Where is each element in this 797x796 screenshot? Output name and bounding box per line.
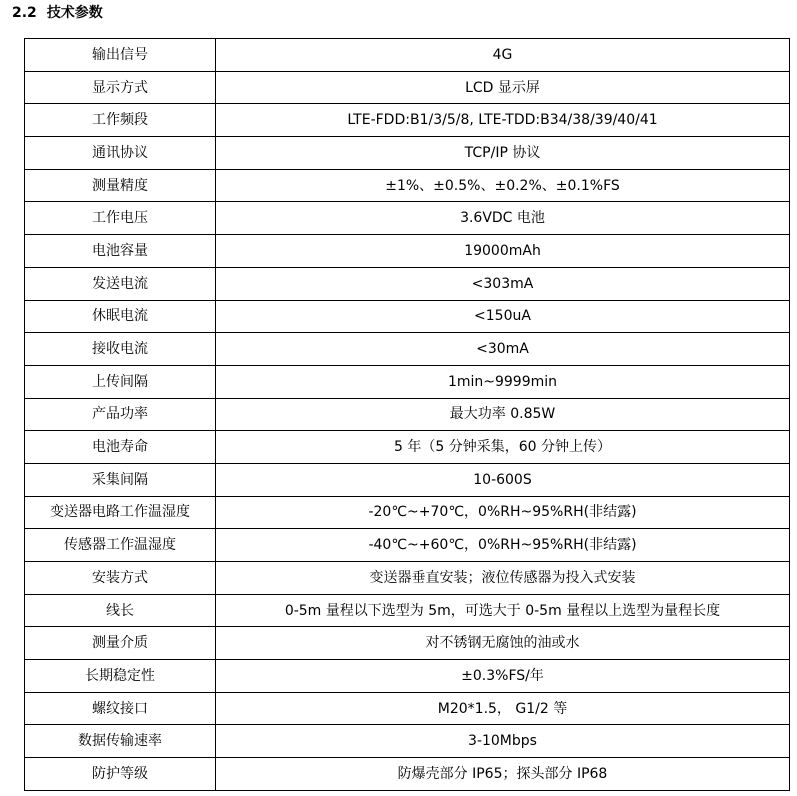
param-value: -20℃~+70℃，0%RH~95%RH(非结露) bbox=[216, 496, 790, 529]
param-label: 接收电流 bbox=[25, 333, 216, 366]
param-value: 10-600S bbox=[216, 463, 790, 496]
param-value: 4G bbox=[216, 39, 790, 72]
param-label: 电池容量 bbox=[25, 235, 216, 268]
param-value: TCP/IP 协议 bbox=[216, 137, 790, 170]
table-row bbox=[25, 333, 790, 366]
param-value: 防爆壳部分 IP65；探头部分 IP68 bbox=[216, 758, 790, 791]
param-value: ±0.3%FS/年 bbox=[216, 660, 790, 693]
table-row bbox=[25, 202, 790, 235]
param-label: 休眠电流 bbox=[25, 300, 216, 333]
param-label: 数据传输速率 bbox=[25, 725, 216, 758]
param-value: ±1%、±0.5%、±0.2%、±0.1%FS bbox=[216, 169, 790, 202]
param-value: LTE-FDD:B1/3/5/8, LTE-TDD:B34/38/39/40/41 bbox=[216, 104, 790, 137]
table-row bbox=[25, 365, 790, 398]
table-row bbox=[25, 300, 790, 333]
table-row bbox=[25, 463, 790, 496]
table-row bbox=[25, 104, 790, 137]
param-label: 产品功率 bbox=[25, 398, 216, 431]
table-row bbox=[25, 725, 790, 758]
param-label: 线长 bbox=[25, 594, 216, 627]
param-label: 传感器工作温湿度 bbox=[25, 529, 216, 562]
param-value: <150uA bbox=[216, 300, 790, 333]
table-row bbox=[25, 137, 790, 170]
spec-table-body bbox=[25, 39, 790, 791]
table-row bbox=[25, 594, 790, 627]
table-row bbox=[25, 660, 790, 693]
table-row bbox=[25, 758, 790, 791]
param-label: 安装方式 bbox=[25, 562, 216, 595]
param-label: 工作频段 bbox=[25, 104, 216, 137]
param-value: 3.6VDC 电池 bbox=[216, 202, 790, 235]
table-row bbox=[25, 267, 790, 300]
param-value: 3-10Mbps bbox=[216, 725, 790, 758]
param-value: <30mA bbox=[216, 333, 790, 366]
table-row bbox=[25, 71, 790, 104]
section-heading bbox=[12, 3, 103, 23]
table-row bbox=[25, 562, 790, 595]
param-label: 上传间隔 bbox=[25, 365, 216, 398]
param-label: 测量精度 bbox=[25, 169, 216, 202]
param-label: 显示方式 bbox=[25, 71, 216, 104]
table-row bbox=[25, 496, 790, 529]
param-value: M20*1.5， G1/2 等 bbox=[216, 692, 790, 725]
section-number: 2.2 bbox=[12, 5, 37, 21]
param-value: 最大功率 0.85W bbox=[216, 398, 790, 431]
param-label: 发送电流 bbox=[25, 267, 216, 300]
param-label: 防护等级 bbox=[25, 758, 216, 791]
param-label: 测量介质 bbox=[25, 627, 216, 660]
table-row bbox=[25, 431, 790, 464]
table-row bbox=[25, 692, 790, 725]
table-row bbox=[25, 235, 790, 268]
param-value: 对不锈钢无腐蚀的油或水 bbox=[216, 627, 790, 660]
param-value: LCD 显示屏 bbox=[216, 71, 790, 104]
table-row bbox=[25, 169, 790, 202]
param-label: 通讯协议 bbox=[25, 137, 216, 170]
param-label: 变送器电路工作温湿度 bbox=[25, 496, 216, 529]
param-value: 19000mAh bbox=[216, 235, 790, 268]
param-label: 工作电压 bbox=[25, 202, 216, 235]
param-value: -40℃~+60℃，0%RH~95%RH(非结露) bbox=[216, 529, 790, 562]
param-label: 螺纹接口 bbox=[25, 692, 216, 725]
table-row bbox=[25, 398, 790, 431]
section-title: 技术参数 bbox=[46, 5, 103, 21]
param-value: <303mA bbox=[216, 267, 790, 300]
param-label: 输出信号 bbox=[25, 39, 216, 72]
table-row bbox=[25, 627, 790, 660]
spec-table bbox=[24, 38, 790, 791]
param-value: 5 年（5 分钟采集，60 分钟上传） bbox=[216, 431, 790, 464]
param-value: 1min~9999min bbox=[216, 365, 790, 398]
param-label: 采集间隔 bbox=[25, 463, 216, 496]
param-value: 变送器垂直安装；液位传感器为投入式安装 bbox=[216, 562, 790, 595]
table-row bbox=[25, 39, 790, 72]
param-label: 长期稳定性 bbox=[25, 660, 216, 693]
table-row bbox=[25, 529, 790, 562]
param-value: 0-5m 量程以下选型为 5m，可选大于 0-5m 量程以上选型为量程长度 bbox=[216, 594, 790, 627]
param-label: 电池寿命 bbox=[25, 431, 216, 464]
